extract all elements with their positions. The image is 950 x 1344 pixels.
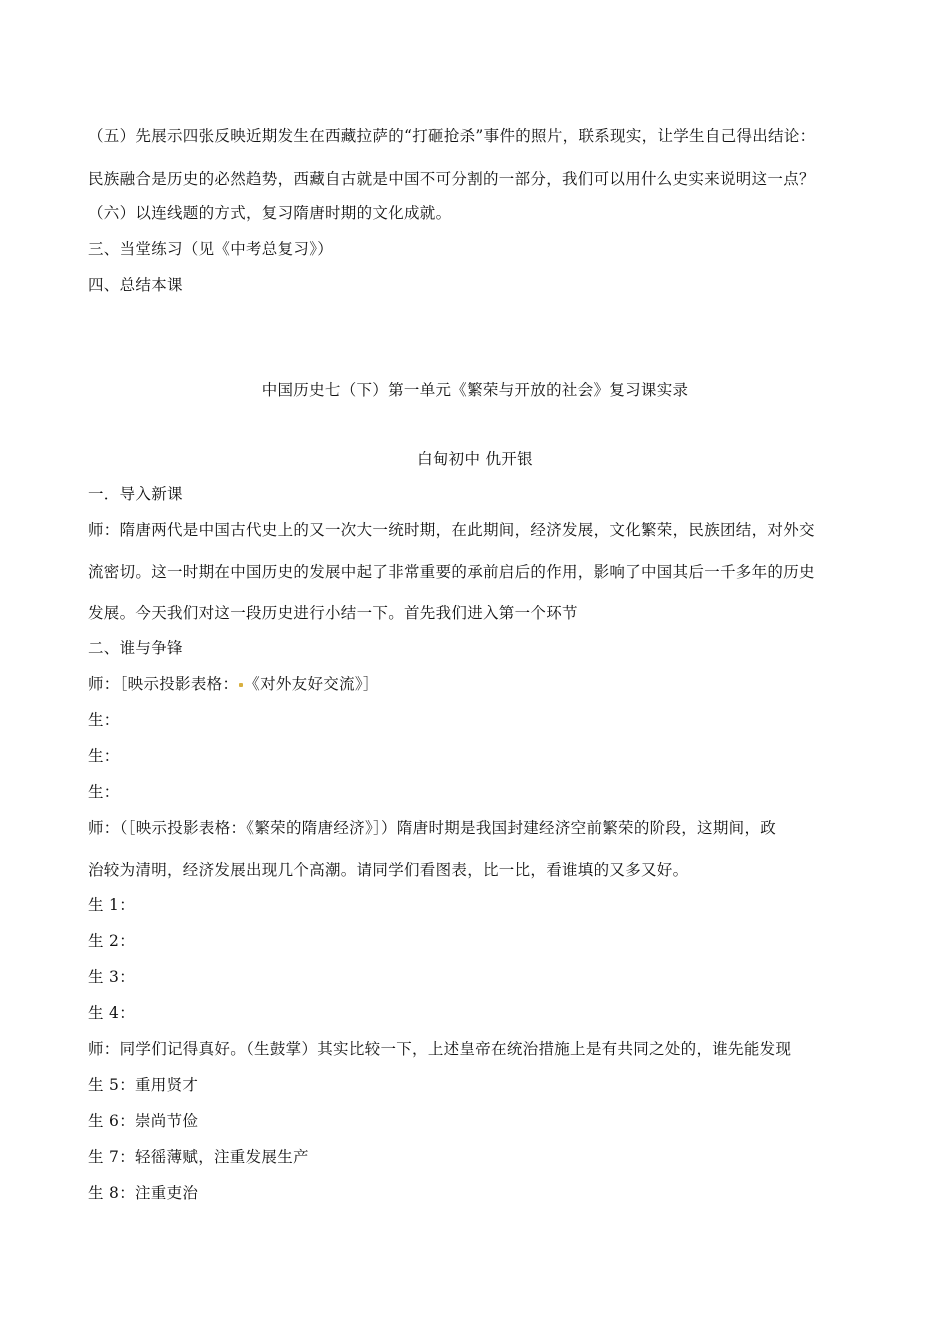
paragraph-line: 师：同学们记得真好。（生鼓掌）其实比较一下，上述皇帝在统治措施上是有共同之处的，谁先能发现: [88, 1040, 792, 1058]
teacher-line-suffix: 《对外友好交流》］: [244, 675, 379, 693]
paragraph-line: 流密切。这一时期在中国历史的发展中起了非常重要的承前启后的作用，影响了中国其后一千多年的历史: [88, 563, 815, 581]
paragraph-line: 发展。今天我们对这一段历史进行小结一下。首先我们进入第一个环节: [88, 604, 578, 622]
student-line: 生 6：崇尚节俭: [88, 1112, 199, 1130]
paragraph-line: 民族融合是历史的必然趋势，西藏自古就是中国不可分割的一部分，我们可以用什么史实来说明这一点？: [88, 170, 815, 188]
paragraph-line: （六）以连线题的方式，复习隋唐时期的文化成就。: [88, 204, 452, 222]
student-line: 生 8：注重吏治: [88, 1184, 199, 1202]
document-title: 中国历史七（下）第一单元《繁荣与开放的社会》复习课实录: [261, 381, 689, 399]
paragraph-line: 师：隋唐两代是中国古代史上的又一次大一统时期，在此期间，经济发展，文化繁荣，民族团结，对外交: [88, 521, 815, 539]
section-heading: 一．导入新课: [88, 485, 183, 503]
paragraph-line: 三、当堂练习（见《中考总复习》）: [88, 240, 334, 258]
student-line: 生 5：重用贤才: [88, 1076, 199, 1094]
student-line: 生：: [88, 711, 120, 729]
highlight-marker: [239, 683, 243, 687]
paragraph-line: 治较为清明，经济发展出现几个高潮。请同学们看图表，比一比，看谁填的又多又好。: [88, 861, 689, 879]
document-author: 白甸初中 仇开银: [417, 450, 533, 468]
paragraph-line: [88, 674, 379, 694]
student-line: 生 7：轻徭薄赋，注重发展生产: [88, 1148, 309, 1166]
paragraph-line: 四、总结本课: [88, 276, 183, 294]
student-line: 生 2：: [88, 932, 135, 950]
student-line: 生：: [88, 783, 120, 801]
student-line: 生：: [88, 747, 120, 765]
teacher-line-prefix: 师：［映示投影表格：: [88, 675, 239, 693]
student-line: 生 1：: [88, 896, 135, 914]
student-line: 生 4：: [88, 1004, 135, 1022]
student-line: 生 3：: [88, 968, 135, 986]
paragraph-line: （五）先展示四张反映近期发生在西藏拉萨的“打砸抢杀”事件的照片，联系现实，让学生自己得出结论：: [88, 127, 816, 145]
paragraph-line: 师：（［映示投影表格：《繁荣的隋唐经济》］）隋唐时期是我国封建经济空前繁荣的阶段，这期间，政: [88, 819, 777, 837]
section-heading: 二、谁与争锋: [88, 639, 183, 657]
